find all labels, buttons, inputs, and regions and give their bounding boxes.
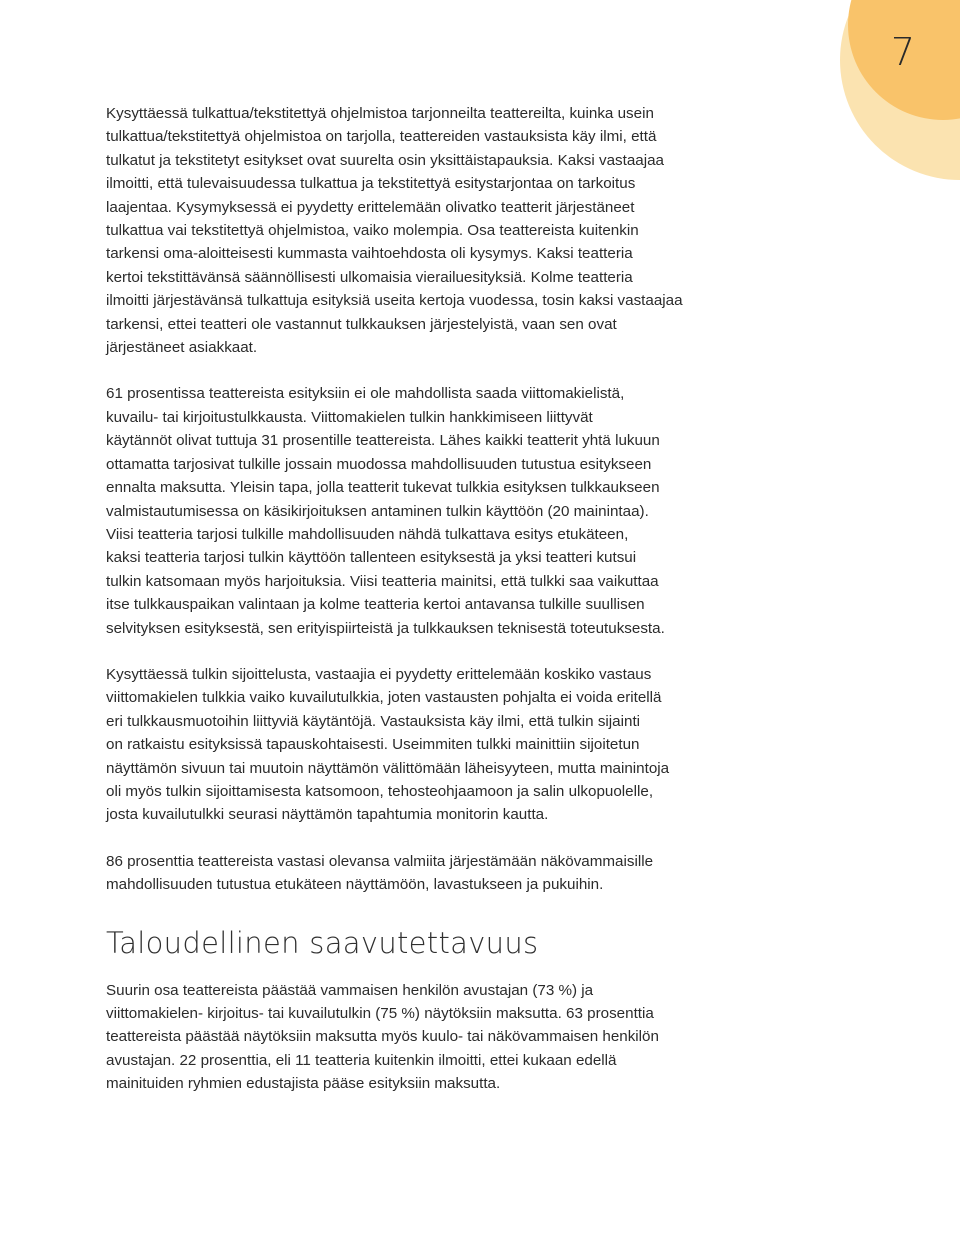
text-line: tarkensi oma-aloitteisesti kummasta vaihtoehdosta oli kysymys. Kaksi teatteria [106,245,633,263]
text-line: viittomakielen- kirjoitus- tai kuvailutulkin (75 %) näytöksiin maksutta. 63 prosenttia [106,1005,654,1022]
text-line: avustajan. 22 prosenttia, eli 11 teatteria kuitenkin ilmoitti, ettei kukaan edellä [106,1051,617,1069]
text-line: 61 prosentissa teattereista esityksiin ei ole mahdollista saada viittomakielistä, [106,385,625,403]
document-body [106,102,786,1096]
text-line: laajentaa. Kysymyksessä ei pyydetty erittelemään olivatko teatterit järjestäneet [106,198,635,216]
text-line: kertoi tekstittävänsä säännöllisesti ulkomaisia vierailuesityksiä. Kolme teatteria [106,268,633,286]
text-line: tulkin katsomaan myös harjoituksia. Viisi teatteria mainitsi, että tulkki saa vaikuttaa [106,572,659,590]
text-line: valmistautumisessa on käsikirjoituksen antaminen tulkin käyttöön (20 mainintaa). [106,502,649,520]
text-line: mainituiden ryhmien edustajista pääse esityksiin maksutta. [106,1075,501,1093]
text-line: tarkensi, ettei teatteri ole vastannut tulkkauksen järjestelyistä, vaan sen ovat [106,315,617,333]
text-line: mahdollisuuden tutustua etukäteen näyttämöön, lavastukseen ja pukuihin. [106,876,604,894]
text-line: Kysyttäessä tulkattua/tekstitettyä ohjelmistoa tarjonneilta teattereilta, kuinka usein [106,105,654,122]
text-line: tulkattua/tekstitettyä ohjelmistoa on tarjolla, teattereiden vastauksista käy ilmi, että [106,128,657,146]
section-heading: Taloudellinen saavutettavuus [106,925,539,960]
text-line: viittomakielen tulkkia vaiko kuvailutulkkia, joten vastausten pohjalta ei voida eritellä [106,689,662,707]
page-number: 7 [890,30,916,74]
text-line: selvityksen esityksestä, sen erityispiirteistä ja tulkkauksen teknisestä toteutuksesta. [106,619,665,637]
section-paragraph [106,979,786,1096]
text-line: Viisi teatteria tarjosi tulkille mahdollisuuden nähdä tulkattava esitys etukäteen, [106,525,629,543]
text-line: ilmoitti, että tulevaisuudessa tulkattua ja tekstitettyä esitystarjontaa on tarkoitus [106,175,636,193]
text-line: itse tulkkauspaikan valintaan ja kolme teatteria kertoi antavansa tulkille suullisen [106,596,645,614]
text-line: on ratkaistu esityksissä tapauskohtaisesti. Useimmiten tulkki mainittiin sijoitetun [106,736,640,754]
text-line: kuvailu- tai kirjoitustulkkausta. Viittomakielen tulkin hankkimiseen liittyvät [106,408,593,426]
text-line: oli myös tulkin sijoittamisesta katsomoon, tehosteohjaamoon ja salin ulkopuolelle, [106,782,654,800]
text-line: ottamatta tarjosivat tulkille jossain muodossa mahdollisuuden tutustua esitykseen [106,455,652,473]
text-line: eri tulkkausmuotoihin liittyviä käytäntöjä. Vastauksista käy ilmi, että tulkin sijainti [106,712,641,730]
paragraph-1 [106,102,786,359]
text-line: 86 prosenttia teattereista vastasi olevansa valmiita järjestämään näkövammaisille [106,852,654,870]
text-line: josta kuvailutulkki seurasi näyttämön tapahtumia monitorin kautta. [106,806,549,824]
text-line: järjestäneet asiakkaat. [106,339,258,357]
text-line: kaksi teatteria tarjosi tulkin käyttöön tallenteen esityksestä ja yksi teatteri kutsui [106,549,637,567]
text-line: tulkatut ja tekstitetyt esitykset ovat suurelta osin yksittäistapauksia. Kaksi vastaajaa [106,151,664,169]
text-line: tulkattua vai tekstitettyä ohjelmistoa, vaiko molempia. Osa teattereista kuitenkin [106,222,639,240]
text-line: ilmoitti järjestävänsä tulkattuja esityksiä useita kertoja vuodessa, tosin kaksi vastaajaa [106,292,683,310]
text-line: näyttämön sivuun tai muutoin näyttämön välittömään läheisyyteen, mutta mainintoja [106,759,670,777]
text-line: käytännöt olivat tuttuja 31 prosentille teattereista. Lähes kaikki teatterit yhtä lukuun [106,432,660,450]
text-line: Suurin osa teattereista päästää vammaisen henkilön avustajan (73 %) ja [106,981,594,999]
paragraph-3 [106,663,786,827]
paragraph-4 [106,850,786,897]
paragraph-2 [106,382,786,639]
text-line: teattereista päästää näytöksiin maksutta myös kuulo- tai näkövammaisen henkilön [106,1028,659,1046]
text-line: ennalta maksutta. Yleisin tapa, jolla teatterit tukevat tulkkia esityksen tulkkaukseen [106,479,660,497]
text-line: Kysyttäessä tulkin sijoittelusta, vastaajia ei pyydetty erittelemään koskiko vastaus [106,665,652,683]
